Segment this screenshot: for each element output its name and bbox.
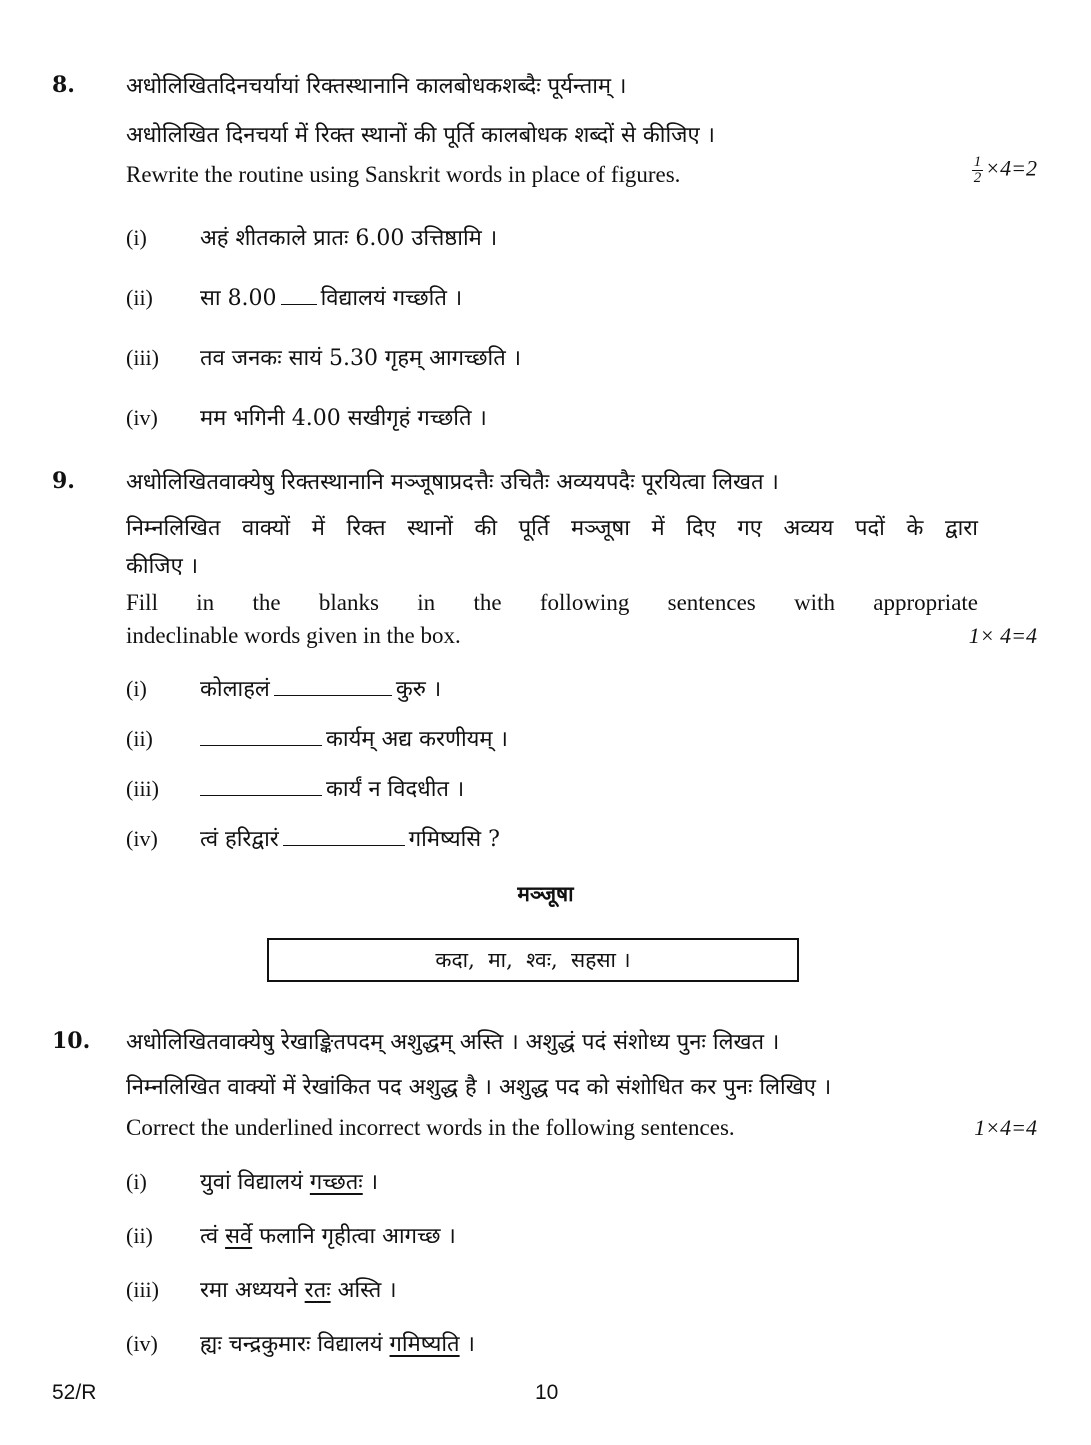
question-10-hindi: निम्नलिखित वाक्यों में रेखांकित पद अशुद्ध है । अशुद्ध पद को संशोधित कर पुनः लिखिए । <box>126 1075 832 1100</box>
question-10-item: (iv) ह्यः चन्द्रकुमारः विद्यालयं गमिष्यति । <box>126 1331 475 1357</box>
question-9-item: (ii) कार्यम् अद्य करणीयम् । <box>126 726 508 752</box>
paper-code: 52/R <box>52 1381 97 1404</box>
question-10-item: (i) युवां विद्यालयं गच्छतः । <box>126 1169 379 1195</box>
question-8-item: (ii) सा 8.00 विद्यालयं गच्छति । <box>126 285 463 311</box>
underlined-word: गच्छतः <box>309 1170 363 1195</box>
page-number: 10 <box>535 1381 559 1404</box>
question-10-number: 10. <box>52 1028 91 1054</box>
question-9-hindi-line2: कीजिए । <box>126 554 199 579</box>
question-8-item: (i) अहं शीतकाले प्रातः 6.00 उत्तिष्ठामि । <box>126 225 498 251</box>
underlined-word: रतः <box>304 1278 331 1303</box>
marks-fraction: $\frac{1}{2}$ <box>973 154 982 186</box>
question-9-item: (iii) कार्यं न विदधीत । <box>126 776 465 802</box>
question-8-english: Rewrite the routine using Sanskrit words in place of figures. <box>126 162 681 187</box>
question-10-sanskrit: अधोलिखितवाक्येषु रेखाङ्कितपदम् अशुद्धम् अस्ति । अशुद्धं पदं संशोध्य पुनः लिखत । <box>126 1030 780 1055</box>
fill-blank[interactable] <box>281 286 317 305</box>
question-9-item: (i) कोलाहलं कुरु । <box>126 676 442 702</box>
fill-blank[interactable] <box>200 777 322 796</box>
question-10-item: (iii) रमा अध्ययने रतः अस्ति । <box>126 1277 397 1303</box>
fill-blank[interactable] <box>283 827 405 846</box>
question-9-english-line1: Fill in the blanks in the following sentences with appropriate <box>126 590 978 615</box>
fill-blank[interactable] <box>200 727 322 746</box>
question-9-english-line2: indeclinable words given in the box. <box>126 623 461 648</box>
question-10-item: (ii) त्वं सर्वे फलानि गृहीत्वा आगच्छ । <box>126 1223 456 1249</box>
fill-blank[interactable] <box>274 677 392 696</box>
question-9-hindi-line1: निम्नलिखित वाक्यों में रिक्त स्थानों की पूर्ति मञ्जूषा में दिए गए अव्यय पदों के द्वारा <box>126 516 978 541</box>
question-9-sanskrit: अधोलिखितवाक्येषु रिक्तस्थानानि मञ्जूषाप्रदत्तैः उचितैः अव्ययपदैः पूरयित्वा लिखत । <box>126 470 779 495</box>
question-10-marks: 1×4=4 <box>974 1115 1037 1140</box>
question-9-number: 9. <box>52 468 75 494</box>
word-box <box>267 938 799 982</box>
question-8-hindi: अधोलिखित दिनचर्या में रिक्त स्थानों की पूर्ति कालबोधक शब्दों से कीजिए । <box>126 123 715 148</box>
question-10-english: Correct the underlined incorrect words in the following sentences. <box>126 1115 735 1140</box>
question-8-item: (iii) तव जनकः सायं 5.30 गृहम् आगच्छति । <box>126 345 522 371</box>
underlined-word: सर्वे <box>225 1224 253 1249</box>
question-8-sanskrit: अधोलिखितदिनचर्यायां रिक्तस्थानानि कालबोधकशब्दैः पूर्यन्ताम् । <box>126 74 627 99</box>
question-9-item: (iv) त्वं हरिद्वारं गमिष्यसि ? <box>126 826 500 852</box>
question-8-number: 8. <box>52 72 75 98</box>
underlined-word: गमिष्यति <box>389 1332 460 1357</box>
word-box-title: मञ्जूषा <box>517 881 574 906</box>
question-9-marks: 1× 4=4 <box>968 623 1037 648</box>
word-box-content: कदा, मा, श्वः, सहसा । <box>435 948 631 972</box>
question-8-item: (iv) मम भगिनी 4.00 सखीगृहं गच्छति । <box>126 405 487 431</box>
question-8-marks: $\frac{1}{2}$ ×4=2 <box>973 154 1037 186</box>
